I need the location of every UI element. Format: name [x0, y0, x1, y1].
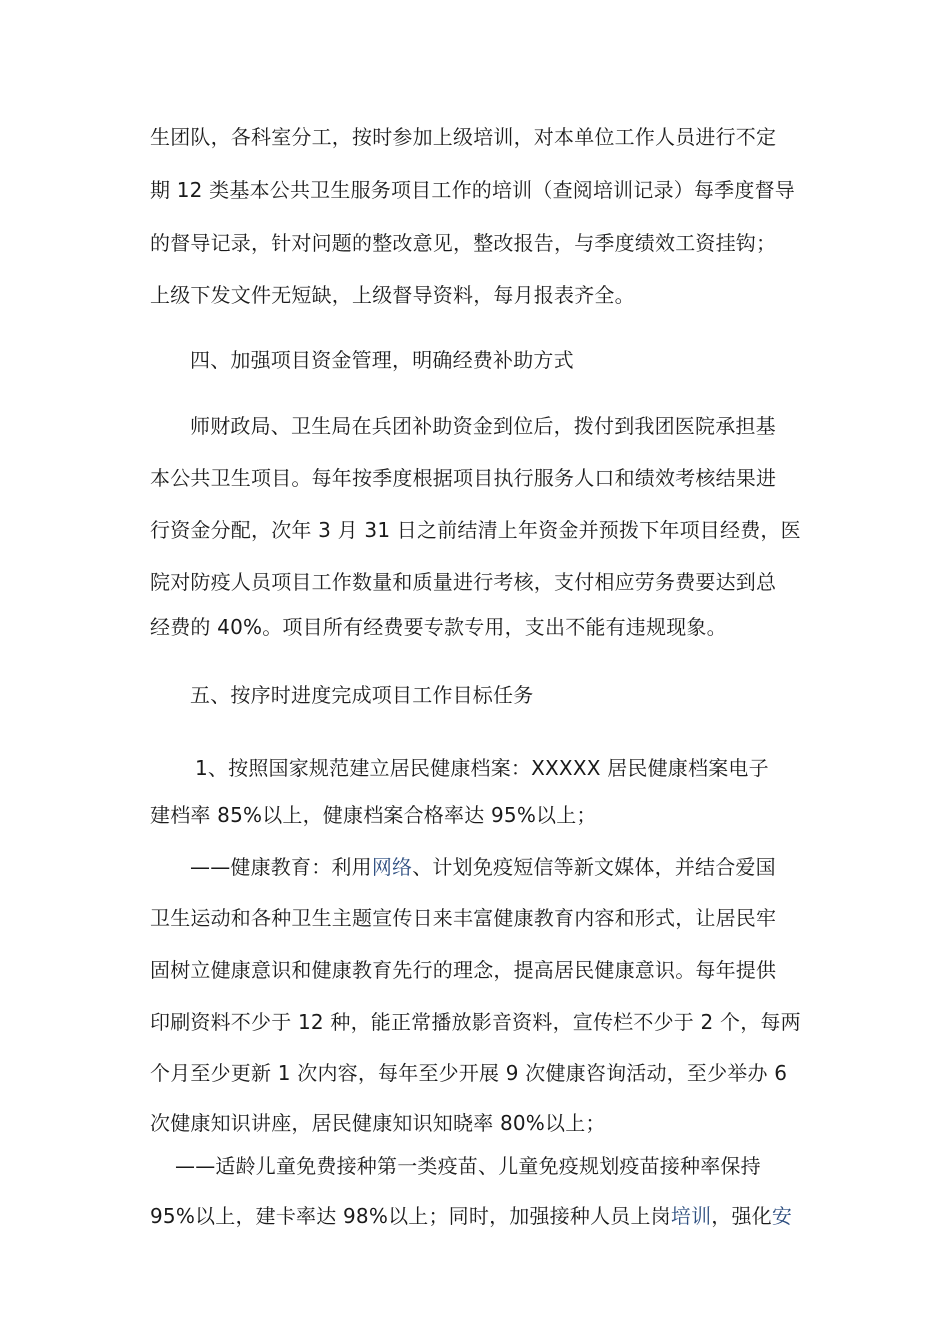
paragraph-a-line-1: 生团队，各科室分工，按时参加上级培训，对本单位工作人员进行不定	[150, 125, 777, 149]
vaccine-line-2-mid: ，强化	[711, 1204, 772, 1228]
vaccine-line-2	[150, 1201, 830, 1231]
health-edu-line-6: 次健康知识讲座，居民健康知识知晓率 80%以上；	[150, 1111, 606, 1135]
paragraph-b-line-5: 经费的 40%。项目所有经费要专款专用，支出不能有违规现象。	[150, 615, 727, 639]
paragraph-b-line-2: 本公共卫生项目。每年按季度根据项目执行服务人口和绩效考核结果进	[150, 466, 777, 490]
paragraph-b-line-3: 行资金分配，次年 3 月 31 日之前结清上年资金并预拨下年项目经费，医	[150, 518, 801, 542]
health-edu-line-1-pre: ——健康教育：利用	[190, 855, 372, 879]
health-edu-line-5: 个月至少更新 1 次内容，每年至少开展 9 次健康咨询活动，至少举办 6	[150, 1061, 788, 1085]
paragraph-b-line-4: 院对防疫人员项目工作数量和质量进行考核，支付相应劳务费要达到总	[150, 570, 777, 594]
item-1-line-2: 建档率 85%以上，健康档案合格率达 95%以上；	[150, 803, 597, 827]
health-edu-line-2: 卫生运动和各种卫生主题宣传日来丰富健康教育内容和形式，让居民牢	[150, 906, 777, 930]
vaccine-line-1: ——适龄儿童免费接种第一类疫苗、儿童免疫规划疫苗接种率保持	[175, 1154, 761, 1178]
paragraph-a-line-2: 期 12 类基本公共卫生服务项目工作的培训（查阅培训记录）每季度督导	[150, 178, 795, 202]
vaccine-line-2-pre: 95%以上，建卡率达 98%以上；同时，加强接种人员上岗	[150, 1204, 671, 1228]
health-edu-line-1	[190, 852, 870, 882]
safety-link[interactable]: 安	[771, 1204, 793, 1228]
training-link[interactable]: 培训	[670, 1204, 712, 1228]
health-edu-line-4: 印刷资料不少于 12 种，能正常播放影音资料，宣传栏不少于 2 个，每两	[150, 1010, 801, 1034]
section-heading-4: 四、加强项目资金管理，明确经费补助方式	[190, 348, 574, 372]
health-edu-line-3: 固树立健康意识和健康教育先行的理念，提高居民健康意识。每年提供	[150, 958, 777, 982]
item-1-line-1: 1、按照国家规范建立居民健康档案：XXXXX 居民健康档案电子	[195, 756, 769, 780]
network-link[interactable]: 网络	[371, 855, 413, 879]
paragraph-a-line-3: 的督导记录，针对问题的整改意见，整改报告，与季度绩效工资挂钩；	[150, 231, 777, 255]
paragraph-b-line-1: 师财政局、卫生局在兵团补助资金到位后，拨付到我团医院承担基	[190, 414, 776, 438]
section-heading-5: 五、按序时进度完成项目工作目标任务	[190, 683, 534, 707]
health-edu-line-1-post: 、计划免疫短信等新文媒体，并结合爱国	[412, 855, 776, 879]
paragraph-a-line-4: 上级下发文件无短缺，上级督导资料，每月报表齐全。	[150, 283, 635, 307]
